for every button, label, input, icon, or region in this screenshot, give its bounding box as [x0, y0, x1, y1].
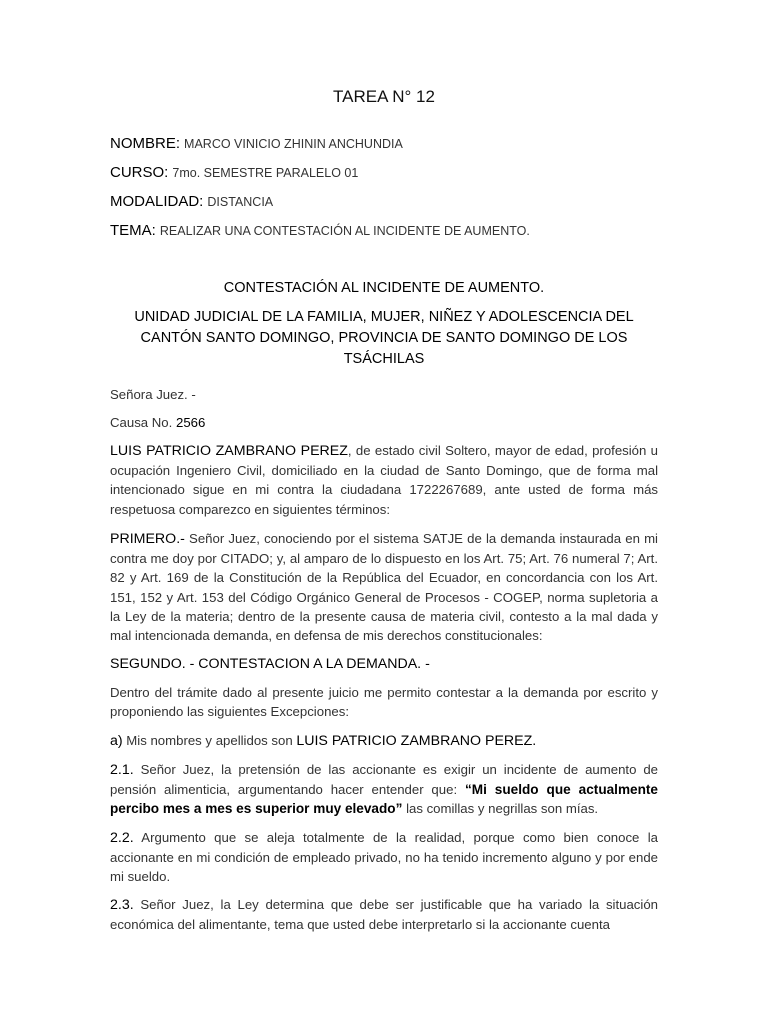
excepcion-a-label: a)	[110, 733, 123, 749]
excepcion-2-2	[110, 828, 658, 887]
segundo-heading	[110, 654, 658, 674]
excepcion-a	[110, 731, 658, 751]
curso-line	[110, 164, 358, 181]
causa-number: 2566	[175, 415, 206, 430]
curso-label: CURSO:	[110, 164, 169, 181]
excepcion-2-1-text: Señor Juez, la pretensión de las accionante es exigir un incidente de aumento de pensión alimenticia, argumentando hacer entender que:	[110, 762, 658, 798]
tema-label: TEMA:	[110, 222, 156, 239]
nombre-line	[110, 135, 403, 152]
excepcion-2-3	[110, 895, 658, 934]
primero-paragraph	[110, 529, 658, 645]
curso-value: 7mo. SEMESTRE PARALELO 01	[172, 166, 359, 180]
nombre-label: NOMBRE:	[110, 135, 181, 152]
modalidad-line	[110, 193, 273, 210]
primero-label: PRIMERO.-	[110, 531, 185, 547]
section-heading: CONTESTACIÓN AL INCIDENTE DE AUMENTO.	[223, 280, 545, 296]
excepcion-2-1-quote: “Mi sueldo que actualmente percibo mes a mes es superior muy elevado”	[110, 782, 658, 817]
intro-text: , de estado civil Soltero, mayor de edad, profesión u ocupación Ingeniero Civil, domiciliado en la ciudad de Santo Domingo, que de forma mal intencionado sigue en mi contra la ciudadana 1722267689, ante usted de forma más respetuosa comparezco en siguientes términos:	[110, 443, 658, 517]
causa-line	[110, 413, 658, 432]
primero-text: Señor Juez, conociendo por el sistema SATJE de la demanda instaurada en mi contra me doy por CITADO; y, al amparo de lo dispuesto en los Art. 75; Art. 76 numeral 7; Art. 82 y Art. 169 de la Constitución de la República del Ecuador, en concordancia con los Art. 151, 152 y Art. 153 del Código Orgánico General de Procesos - COGEP, norma supletoria a la Ley de la materia; dentro de la presente causa de materia civil, contesto a la mal dada y mal intencionada demanda, en defensa de mis derechos constitucionales:	[110, 531, 658, 644]
modalidad-value: DISTANCIA	[207, 195, 274, 209]
court-heading: UNIDAD JUDICIAL DE LA FAMILIA, MUJER, NIÑEZ Y ADOLESCENCIA DEL CANTÓN SANTO DOMINGO, PROVINCIA DE SANTO DOMINGO DE LOS TSÁCHILAS	[134, 309, 634, 367]
causa-label: Causa No.	[110, 415, 173, 430]
excepcion-2-2-text: Argumento que se aleja totalmente de la realidad, porque como bien conoce la accionante en mi condición de empleado privado, no ha tenido incremento alguno y por ende mi sueldo.	[110, 830, 658, 885]
intro-paragraph	[110, 441, 658, 519]
excepcion-2-1-label: 2.1.	[110, 762, 134, 778]
tema-value: REALIZAR UNA CONTESTACIÓN AL INCIDENTE DE AUMENTO.	[159, 224, 530, 238]
excepcion-2-1-tail: las comillas y negrillas son mías.	[402, 801, 599, 817]
document-title: TAREA N° 12	[333, 87, 435, 106]
tema-line	[110, 222, 530, 239]
segundo-heading-text: SEGUNDO. - CONTESTACION A LA DEMANDA. -	[110, 656, 430, 672]
excepcion-2-2-label: 2.2.	[110, 830, 134, 846]
nombre-value: MARCO VINICIO ZHININ ANCHUNDIA	[184, 137, 403, 151]
excepcion-2-1	[110, 760, 658, 819]
excepcion-2-3-text: Señor Juez, la Ley determina que debe ser justificable que ha variado la situación económica del alimentante, tema que usted debe interpretarlo si la accionante cuenta	[110, 897, 658, 933]
intro-name: LUIS PATRICIO ZAMBRANO PEREZ	[110, 443, 348, 459]
excepcion-a-text: Mis nombres y apellidos son	[122, 733, 297, 748]
salutation: Señora Juez. -	[110, 387, 196, 402]
modalidad-label: MODALIDAD:	[110, 193, 204, 210]
excepcion-2-3-label: 2.3.	[110, 897, 134, 913]
segundo-paragraph: Dentro del trámite dado al presente juicio me permito contestar a la demanda por escrito y proponiendo las siguientes Excepciones:	[110, 685, 658, 720]
excepcion-a-name: LUIS PATRICIO ZAMBRANO PEREZ.	[296, 733, 537, 749]
